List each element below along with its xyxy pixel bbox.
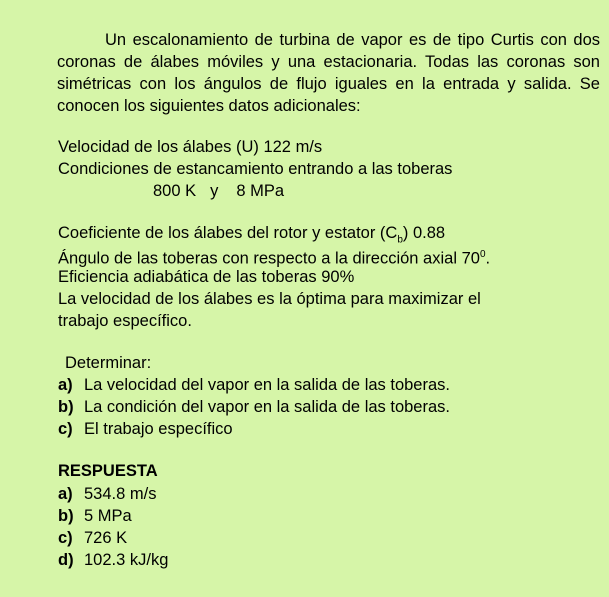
answer-item-text: 5 MPa	[84, 507, 132, 525]
stagnation-and: y	[210, 182, 219, 200]
answer-item-letter: d)	[58, 551, 74, 569]
answer-item-letter: a)	[58, 485, 73, 503]
blade-velocity-line: Velocidad de los álabes (U) 122 m/s	[58, 138, 323, 156]
answer-item	[58, 483, 156, 505]
determine-item-text: La velocidad del vapor en la salida de las toberas.	[84, 376, 450, 394]
problem-intro-text: Un escalonamiento de turbina de vapor es de tipo Curtis con dos coronas de álabes móviles y una estacionaria. Todas las coronas son simétricas con los ángulos de flujo iguales en la entrada y salida. Se conocen los siguientes datos adicionales:	[57, 31, 600, 115]
determine-heading: Determinar:	[65, 354, 152, 372]
determine-item-letter: a)	[58, 376, 73, 394]
answer-item-letter: b)	[58, 507, 74, 525]
optimal-velocity-line-2: trabajo específico.	[58, 312, 192, 330]
coef-subscript: b	[397, 234, 403, 246]
determine-item-letter: c)	[58, 420, 73, 438]
problem-intro-paragraph	[57, 29, 600, 117]
determine-item-text: El trabajo específico	[84, 420, 233, 438]
optimal-velocity-line-1: La velocidad de los álabes es la óptima para maximizar el	[58, 290, 481, 308]
answer-item-text: 726 K	[84, 529, 128, 547]
determine-item	[58, 396, 450, 418]
stagnation-values	[153, 180, 284, 202]
answer-item	[58, 505, 132, 527]
answer-item	[58, 527, 127, 549]
determine-item-text: La condición del vapor en la salida de las toberas.	[84, 398, 450, 416]
answer-item-text: 534.8 m/s	[84, 485, 157, 503]
angle-suffix: .	[485, 249, 491, 268]
determine-item-letter: b)	[58, 398, 74, 416]
angle-superscript: 0	[479, 249, 486, 260]
answer-item-text: 102.3 kJ/kg	[84, 551, 169, 569]
answer-item	[58, 549, 168, 571]
stagnation-pressure: 8 MPa	[236, 182, 285, 200]
angle-prefix: Ángulo de las toberas con respecto a la dirección axial 70	[58, 249, 480, 268]
determine-item	[58, 418, 233, 440]
stagnation-temperature: 800 K	[153, 182, 197, 200]
coef-prefix: Coeficiente de los álabes del rotor y estator (C	[58, 224, 398, 242]
coef-suffix: ) 0.88	[402, 224, 446, 242]
nozzle-efficiency-line: Eficiencia adiabática de las toberas 90%	[58, 268, 355, 286]
stagnation-conditions-line: Condiciones de estancamiento entrando a las toberas	[58, 160, 453, 178]
answer-heading: RESPUESTA	[58, 462, 158, 480]
answer-item-letter: c)	[58, 529, 73, 547]
determine-item	[58, 374, 450, 396]
